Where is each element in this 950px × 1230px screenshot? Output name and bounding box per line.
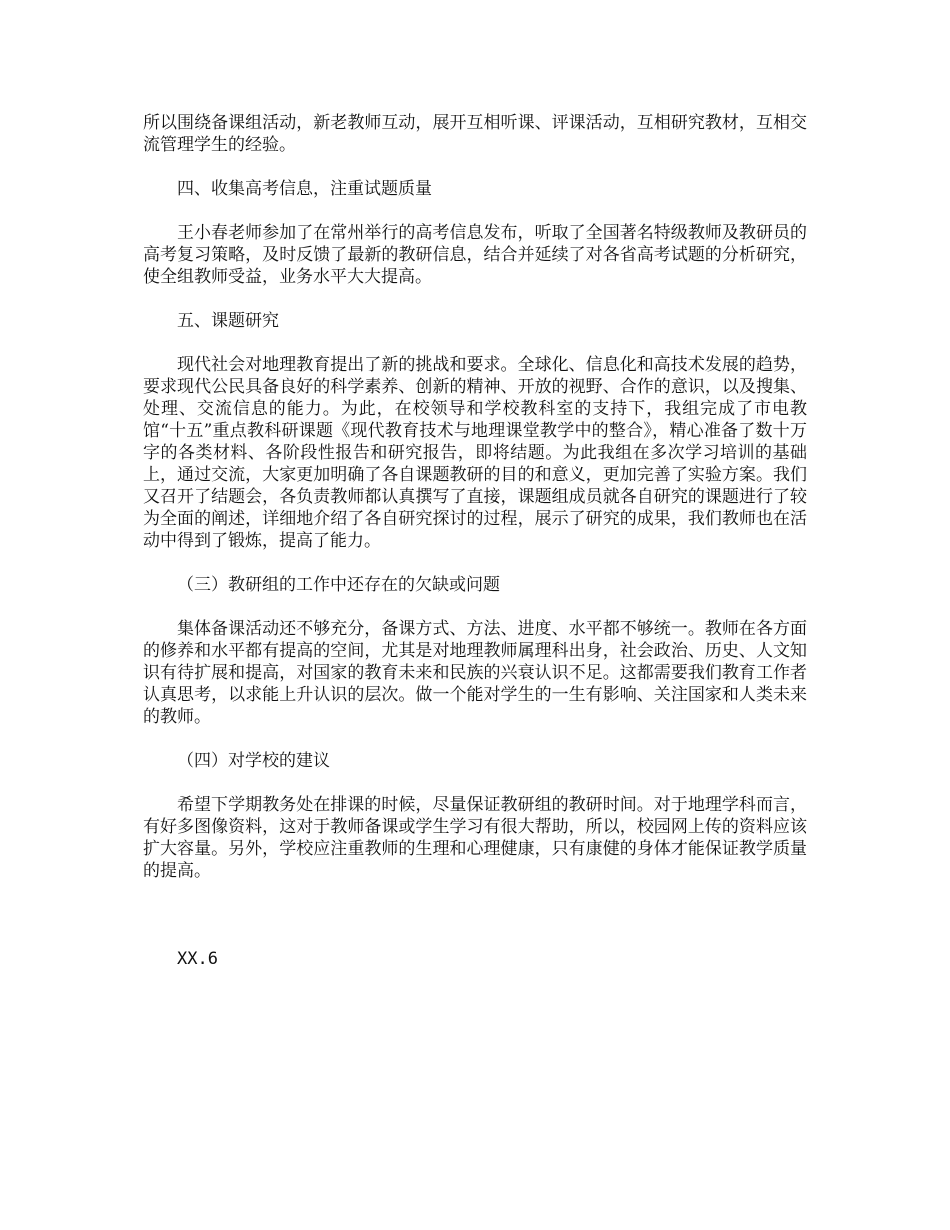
section-five-heading: 五、课题研究 bbox=[177, 311, 279, 331]
spacer bbox=[143, 772, 807, 794]
spacer bbox=[143, 288, 807, 310]
spacer bbox=[143, 596, 807, 618]
spacer bbox=[143, 156, 807, 178]
problems-heading: （三）教研组的工作中还存在的欠缺或问题 bbox=[177, 575, 500, 595]
section-four-heading: 四、收集高考信息，注重试题质量 bbox=[177, 179, 432, 199]
spacer bbox=[143, 552, 807, 574]
spacer bbox=[143, 882, 807, 948]
document-date: XX.6 bbox=[177, 949, 218, 969]
spacer bbox=[143, 728, 807, 750]
section-four-paragraph: 王小春老师参加了在常州举行的高考信息发布，听取了全国著名特级教师及教研员的高考复习策略，及时反馈了最新的教研信息，结合并延续了对各省高考试题的分析研究，使全组教师受益，业务水平大大提高。 bbox=[143, 223, 807, 287]
intro-paragraph: 所以围绕备课组活动，新老教师互动，展开互相听课、评课活动，互相研究教材，互相交流管理学生的经验。 bbox=[143, 113, 807, 155]
suggestions-heading: （四）对学校的建议 bbox=[177, 751, 330, 771]
spacer bbox=[143, 332, 807, 354]
suggestions-paragraph: 希望下学期教务处在排课的时候，尽量保证教研组的教研时间。对于地理学科而言，有好多图像资料，这对于教师备课或学生学习有很大帮助，所以，校园网上传的资料应该扩大容量。另外，学校应注重教师的生理和心理健康，只有康健的身体才能保证教学质量的提高。 bbox=[143, 795, 807, 881]
problems-paragraph: 集体备课活动还不够充分，备课方式、方法、进度、水平都不够统一。教师在各方面的修养和水平都有提高的空间，尤其是对地理教师属理科出身，社会政治、历史、人文知识有待扩展和提高，对国家的教育未来和民族的兴衰认识不足。这都需要我们教育工作者认真思考，以求能上升认识的层次。做一个能对学生的一生有影响、关注国家和人类未来的教师。 bbox=[143, 619, 807, 727]
spacer bbox=[143, 200, 807, 222]
document-page bbox=[143, 112, 807, 970]
section-five-paragraph: 现代社会对地理教育提出了新的挑战和要求。全球化、信息化和高技术发展的趋势，要求现代公民具备良好的科学素养、创新的精神、开放的视野、合作的意识，以及搜集、处理、交流信息的能力。为此，在校领导和学校教科室的支持下，我组完成了市电教馆“十五”重点教科研课题《现代教育技术与地理课堂教学中的整合》，精心准备了数十万字的各类材料、各阶段性报告和研究报告，即将结题。为此我组在多次学习培训的基础上，通过交流，大家更加明确了各自课题教研的目的和意义，更加完善了实验方案。我们又召开了结题会，各负责教师都认真撰写了直接，课题组成员就各自研究的课题进行了较为全面的阐述，详细地介绍了各自研究探讨的过程，展示了研究的成果，我们教师也在活动中得到了锻炼，提高了能力。 bbox=[143, 355, 807, 551]
